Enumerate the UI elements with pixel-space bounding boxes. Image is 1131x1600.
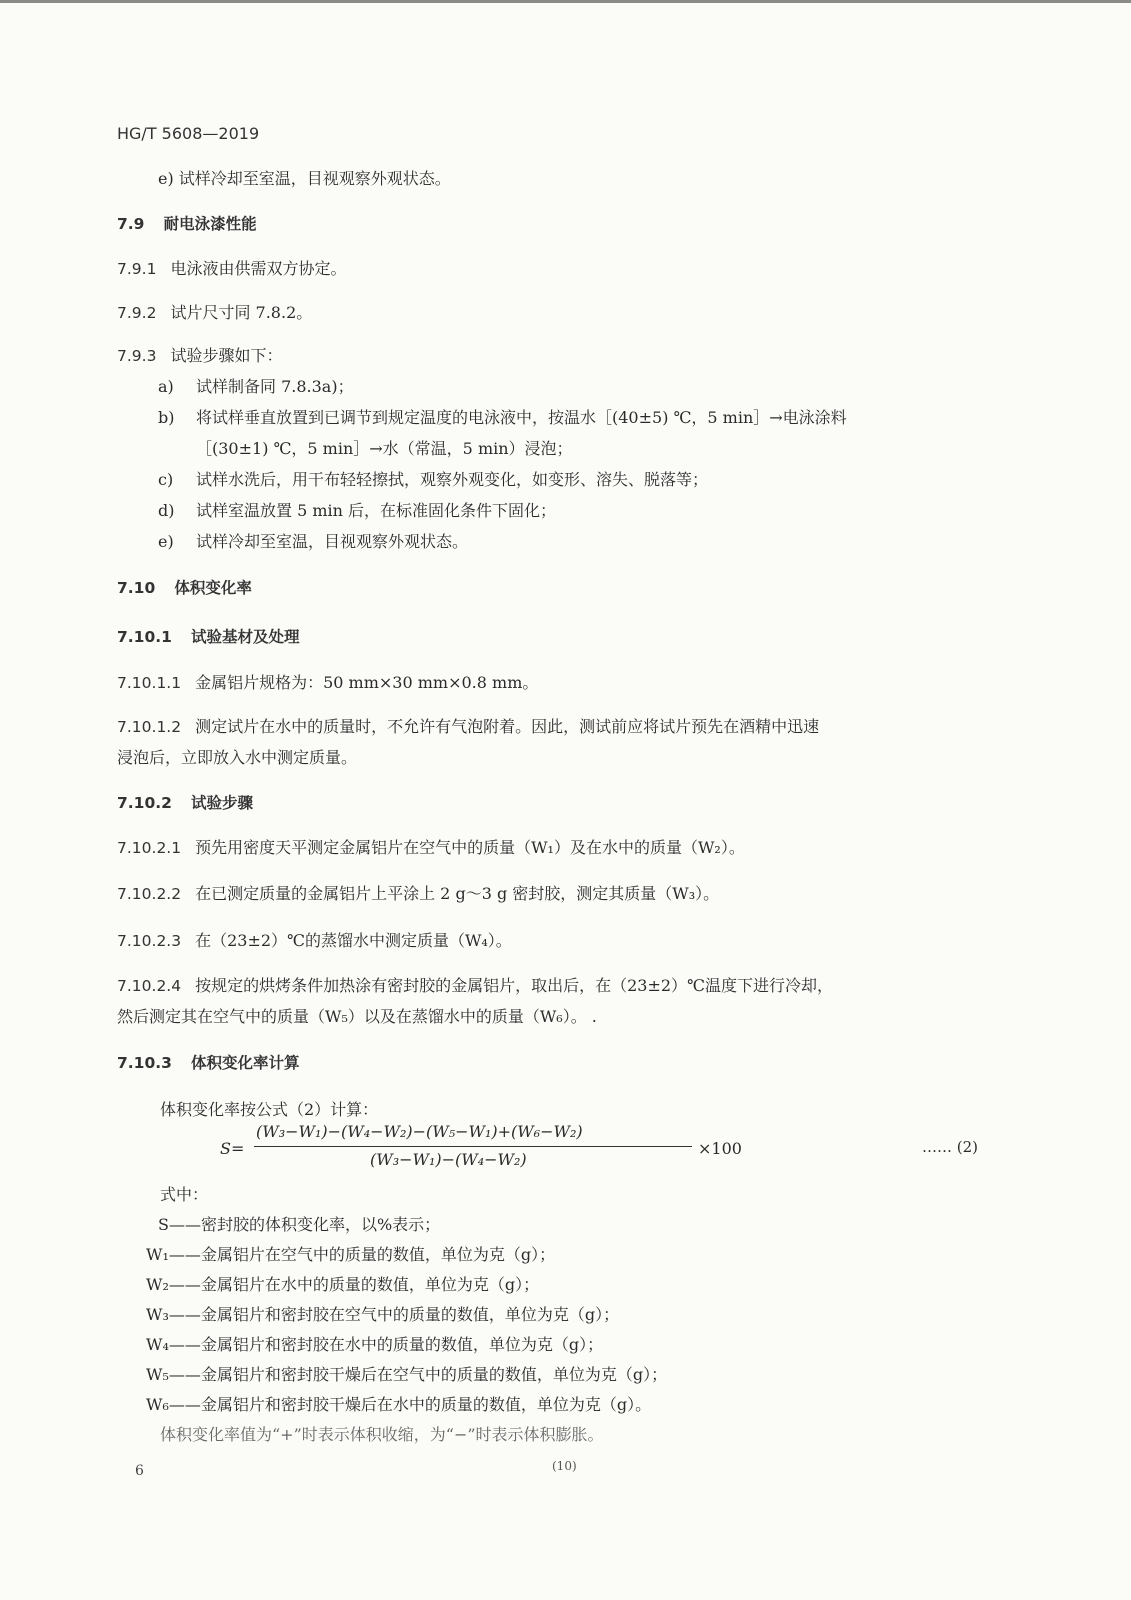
list-label: c) [158, 470, 174, 489]
footer-mark: (10) [552, 1459, 577, 1473]
clause-number: 7.10.2.4 [117, 977, 182, 995]
section-number: 7.9 [117, 215, 145, 233]
formula-lhs: S= [220, 1139, 245, 1158]
clause-number: 7.9.1 [117, 260, 157, 278]
clause-7-10-2-1 [117, 837, 745, 859]
clause-number: 7.10.1.2 [117, 718, 182, 736]
section-number: 7.10.1 [117, 628, 172, 646]
list-text: 试样制备同 7.8.3a)； [196, 377, 354, 396]
clause-7-10-2-4-continued: 然后测定其在空气中的质量（W₅）以及在蒸馏水中的质量（W₆）。 . [117, 1007, 597, 1026]
section-title: 试验基材及处理 [191, 628, 300, 646]
clause-number: 7.9.3 [117, 347, 157, 365]
list-text: 将试样垂直放置到已调节到规定温度的电泳液中，按温水［(40±5) ℃，5 min］→电泳涂料 [196, 408, 847, 427]
step-b [158, 407, 847, 429]
step-a [158, 376, 354, 398]
definition-item: W₄——金属铝片和密封胶在水中的质量的数值，单位为克（g）； [146, 1335, 604, 1354]
clause-number: 7.9.2 [117, 304, 157, 322]
step-e [158, 531, 468, 553]
formula-numerator: (W₃−W₁)−(W₄−W₂)−(W₅−W₁)+(W₆−W₂) [256, 1122, 583, 1141]
clause-text: 在（23±2）℃的蒸馏水中测定质量（W₄）。 [195, 931, 512, 950]
standard-code-header: HG/T 5608—2019 [117, 124, 260, 143]
section-7-10-1-heading [117, 626, 300, 648]
formula-multiplier: ×100 [698, 1139, 742, 1158]
step-d [158, 500, 556, 522]
section-7-10-2-heading [117, 792, 253, 814]
section-7-10-3-heading [117, 1052, 300, 1074]
clause-text: 金属铝片规格为：50 mm×30 mm×0.8 mm。 [195, 673, 539, 692]
step-b-continued: ［(30±1) ℃，5 min］→水（常温，5 min）浸泡； [196, 439, 573, 458]
section-7-10-heading [117, 577, 252, 599]
formula-intro: 体积变化率按公式（2）计算： [160, 1100, 379, 1119]
definition-item: W₆——金属铝片和密封胶干燥后在水中的质量的数值，单位为克（g）。 [146, 1395, 652, 1414]
section-title: 体积变化率 [174, 579, 252, 597]
clause-7-10-2-3 [117, 930, 512, 952]
step-c [158, 469, 708, 491]
section-title: 试验步骤 [191, 794, 254, 812]
definitions-intro: 式中： [160, 1185, 209, 1204]
clause-7-9-1 [117, 258, 346, 280]
list-text: 试样水洗后，用干布轻轻擦拭，观察外观变化，如变形、溶失、脱落等； [196, 470, 709, 489]
clause-7-9-2 [117, 302, 312, 324]
section-title: 耐电泳漆性能 [163, 215, 257, 233]
section-number: 7.10 [117, 579, 156, 597]
section-7-9-heading [117, 213, 257, 235]
clause-text: 在已测定质量的金属铝片上平涂上 2 g～3 g 密封胶，测定其质量（W₃）。 [195, 884, 720, 903]
section-title: 体积变化率计算 [191, 1054, 300, 1072]
clause-text: 测定试片在水中的质量时，不允许有气泡附着。因此，测试前应将试片预先在酒精中迅速 [195, 717, 820, 736]
clause-7-10-1-2-continued: 浸泡后，立即放入水中测定质量。 [117, 748, 358, 767]
page-number: 6 [135, 1463, 144, 1479]
list-label: b) [158, 408, 175, 427]
clause-text: 按规定的烘烤条件加热涂有密封胶的金属铝片，取出后，在（23±2）℃温度下进行冷却， [195, 976, 833, 995]
clause-text: 电泳液由供需双方协定。 [170, 259, 347, 278]
definition-item: W₅——金属铝片和密封胶干燥后在空气中的质量的数值，单位为克（g）； [146, 1365, 668, 1384]
definition-item: W₃——金属铝片和密封胶在空气中的质量的数值，单位为克（g）； [146, 1305, 620, 1324]
clause-number: 7.10.2.2 [117, 885, 182, 903]
list-label: a) [158, 377, 174, 396]
clause-number: 7.10.2.3 [117, 932, 182, 950]
step-e-prev: e) 试样冷却至室温，目视观察外观状态。 [158, 169, 451, 188]
clause-text: 试片尺寸同 7.8.2。 [170, 303, 313, 322]
clause-7-10-1-2 [117, 716, 819, 738]
definition-item: S——密封胶的体积变化率，以%表示； [158, 1215, 441, 1234]
equation-number: …… (2) [922, 1138, 979, 1156]
clause-text: 试验步骤如下： [170, 346, 283, 365]
fraction-bar [254, 1146, 692, 1147]
list-label: d) [158, 501, 175, 520]
definition-item: W₂——金属铝片在水中的质量的数值，单位为克（g）； [146, 1275, 540, 1294]
sign-note: 体积变化率值为“+”时表示体积收缩，为“−”时表示体积膨胀。 [160, 1425, 604, 1444]
clause-7-10-2-4 [117, 975, 833, 997]
list-text: 试样冷却至室温，目视观察外观状态。 [196, 532, 469, 551]
section-number: 7.10.3 [117, 1054, 172, 1072]
clause-number: 7.10.2.1 [117, 839, 182, 857]
clause-text: 预先用密度天平测定金属铝片在空气中的质量（W₁）及在水中的质量（W₂）。 [195, 838, 745, 857]
section-number: 7.10.2 [117, 794, 172, 812]
clause-7-9-3 [117, 345, 282, 367]
definition-item: W₁——金属铝片在空气中的质量的数值，单位为克（g）； [146, 1245, 556, 1264]
list-label: e) [158, 532, 174, 551]
clause-7-10-1-1 [117, 672, 538, 694]
scan-edge-line [0, 0, 1131, 3]
list-text: 试样室温放置 5 min 后，在标准固化条件下固化； [196, 501, 557, 520]
formula-denominator: (W₃−W₁)−(W₄−W₂) [370, 1150, 527, 1169]
clause-number: 7.10.1.1 [117, 674, 182, 692]
clause-7-10-2-2 [117, 883, 719, 905]
